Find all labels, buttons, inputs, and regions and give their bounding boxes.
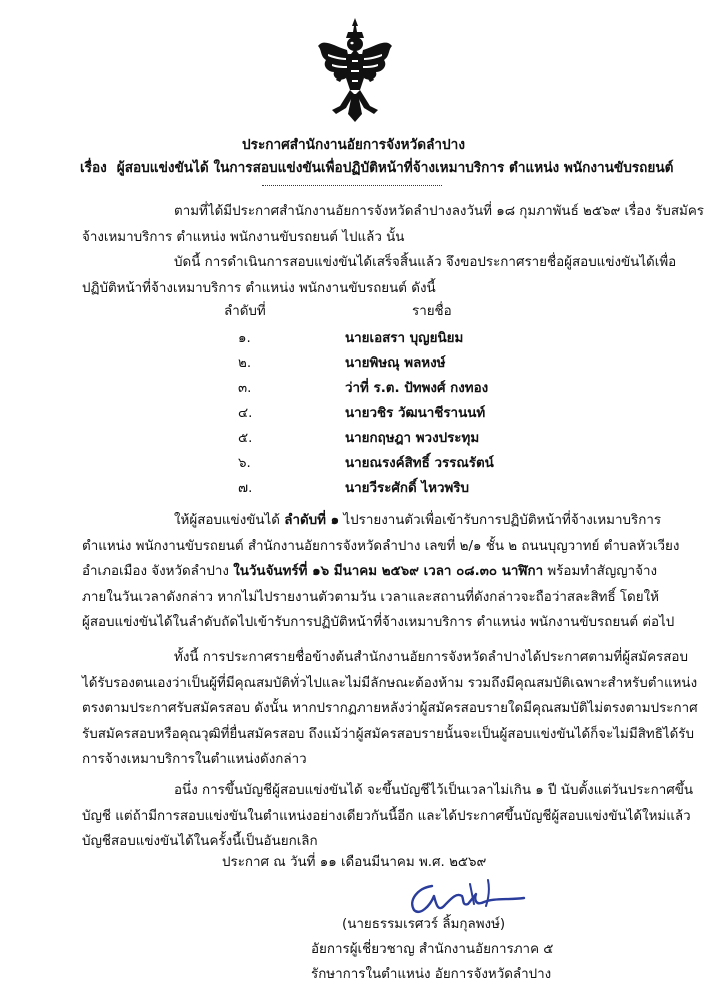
condition-line: การจ้างเหมาบริการในตำแหน่งดังกล่าว	[82, 752, 307, 767]
report-text: อำเภอเมือง จังหวัดลำปาง	[82, 564, 234, 579]
report-line: ภายในวันเวลาดังกล่าว หากไม่ไปรายงานตัวตามวัน เวลาและสถานที่ดังกล่าวจะถือว่าสละสิทธิ์ โดยให้	[82, 589, 659, 605]
rank-cell: ๔.	[238, 406, 253, 421]
report-date-emphasis: ในวันจันทร์ที่ ๑๖ มีนาคม ๒๕๖๙ เวลา ๐๘.๓๐ นาฬิกา	[233, 564, 544, 579]
subject-label: เรื่อง	[80, 160, 107, 176]
report-rank-emphasis: ลำดับที่ ๑	[284, 513, 340, 528]
report-text: พร้อมทำสัญญาจ้าง	[543, 564, 658, 579]
condition-line: รับสมัครสอบหรือคุณวุฒิที่ยื่นสมัครสอบ ถึงแม้ว่าผู้สมัครสอบรายนั้นจะเป็นผู้สอบแข่งขันได้ก็จะไม่มีสิทธิได้รับ	[82, 726, 694, 742]
name-header: รายชื่อ	[412, 304, 452, 319]
name-cell: นายเอสรา บุญยนิยม	[345, 331, 464, 346]
name-cell: ว่าที่ ร.ต. ปัทพงศ์ กงทอง	[345, 381, 489, 396]
report-text: ไปรายงานตัวเพื่อเข้ารับการปฏิบัติหน้าที่จ้างเหมาบริการ	[339, 513, 662, 528]
intro-line: จ้างเหมาบริการ ตำแหน่ง พนักงานขับรถยนต์ ไปแล้ว นั้น	[82, 229, 405, 245]
condition-paragraph	[82, 645, 698, 773]
intro-paragraph	[82, 199, 704, 250]
condition-line: ทั้งนี้ การประกาศรายชื่อข้างต้นสำนักงานอัยการจังหวัดลำปางได้ประกาศตามที่ผู้สมัครสอบ	[174, 650, 688, 665]
subject-text: ผู้สอบแข่งขันได้ ในการสอบแข่งขันเพื่อปฏิบัติหน้าที่จ้างเหมาบริการ ตำแหน่ง พนักงานขับรถยนต์	[116, 160, 674, 176]
rank-cell: ๓.	[238, 381, 252, 396]
rank-cell: ๖.	[238, 456, 251, 471]
validity-paragraph	[82, 778, 694, 855]
report-paragraph	[82, 508, 680, 636]
report-line: ตำแหน่ง พนักงานขับรถยนต์ สำนักงานอัยการจังหวัดลำปาง เลขที่ ๒/๑ ชั้น ๒ ถนนบุญวาทย์ ตำบลหัวเวียง	[82, 538, 680, 554]
validity-line: บัญชีสอบแข่งขันได้ในครั้งนี้เป็นอันยกเลิก	[82, 834, 318, 849]
condition-line: ตรงตามประกาศรับสมัครสอบ ดังนั้น หากปรากฏภายหลังว่าผู้สมัครสอบรายใดมีคุณสมบัติไม่ตรงตามประกาศ	[82, 701, 698, 716]
report-line	[82, 559, 658, 585]
signatory-acting-position: รักษาการในตำแหน่ง อัยการจังหวัดลำปาง	[311, 967, 552, 982]
name-cell: นายณรงค์สิทธิ์ วรรณรัตน์	[345, 456, 494, 471]
rank-cell: ๑.	[238, 331, 251, 346]
name-cell: นายวีระศักดิ์ ไหวพริบ	[345, 481, 469, 496]
report-text: ให้ผู้สอบแข่งขันได้	[174, 513, 285, 528]
rank-cell: ๕.	[238, 431, 253, 446]
name-cell: นายพิษณุ พลหงษ์	[345, 356, 446, 371]
signatory-name: (นายธรรมเรศวร์ ลิ้มกุลพงษ์)	[342, 917, 506, 932]
rank-header: ลำดับที่	[224, 304, 266, 319]
announcement-title: ประกาศสำนักงานอัยการจังหวัดลำปาง	[242, 137, 465, 153]
title-divider	[262, 185, 442, 186]
name-cell: นายวชิร วัฒนาชีรานนท์	[345, 406, 486, 421]
report-line	[82, 508, 662, 534]
announcement-subject	[80, 156, 673, 178]
now-line: ปฏิบัติหน้าที่จ้างเหมาบริการ ตำแหน่ง พนักงานขับรถยนต์ ดังนี้	[82, 280, 436, 296]
report-line: ผู้สอบแข่งขันได้ในลำดับถัดไปเข้ารับการปฏิบัติหน้าที่จ้างเหมาบริการ ตำแหน่ง พนักงานขับรถยนต์ ต่อไป	[82, 615, 675, 630]
announce-date: ประกาศ ณ วันที่ ๑๑ เดือนมีนาคม พ.ศ. ๒๕๖๙	[222, 855, 487, 870]
validity-line: บัญชี แต่ถ้ามีการสอบแข่งขันในตำแหน่งอย่างเดียวกันนี้อีก และได้ประกาศขึ้นบัญชีผู้สอบแข่งขันได้ใหม่แล้ว	[82, 808, 691, 824]
signatory-position: อัยการผู้เชี่ยวชาญ สำนักงานอัยการภาค ๕	[311, 942, 554, 957]
rank-cell: ๒.	[238, 356, 252, 371]
garuda-emblem	[314, 16, 396, 124]
now-line: บัดนี้ การดำเนินการสอบแข่งขันได้เสร็จสิ้นแล้ว จึงขอประกาศรายชื่อผู้สอบแข่งขันได้เพื่อ	[174, 255, 677, 270]
validity-line: อนึ่ง การขึ้นบัญชีผู้สอบแข่งขันได้ จะขึ้นบัญชีไว้เป็นเวลาไม่เกิน ๑ ปี นับตั้งแต่วันประกาศขึ้น	[174, 783, 694, 798]
rank-cell: ๗.	[238, 481, 253, 496]
name-cell: นายกฤษฎา พวงประทุม	[345, 431, 480, 446]
now-paragraph	[82, 250, 677, 301]
condition-line: ได้รับรองตนเองว่าเป็นผู้ที่มีคุณสมบัติทั่วไปและไม่มีลักษณะต้องห้าม รวมถึงมีคุณสมบัติเฉพาะสำหรับตำแหน่ง	[82, 675, 698, 691]
intro-line: ตามที่ได้มีประกาศสำนักงานอัยการจังหวัดลำปางลงวันที่ ๑๘ กุมภาพันธ์ ๒๕๖๙ เรื่อง รับสมัคร	[174, 204, 704, 219]
